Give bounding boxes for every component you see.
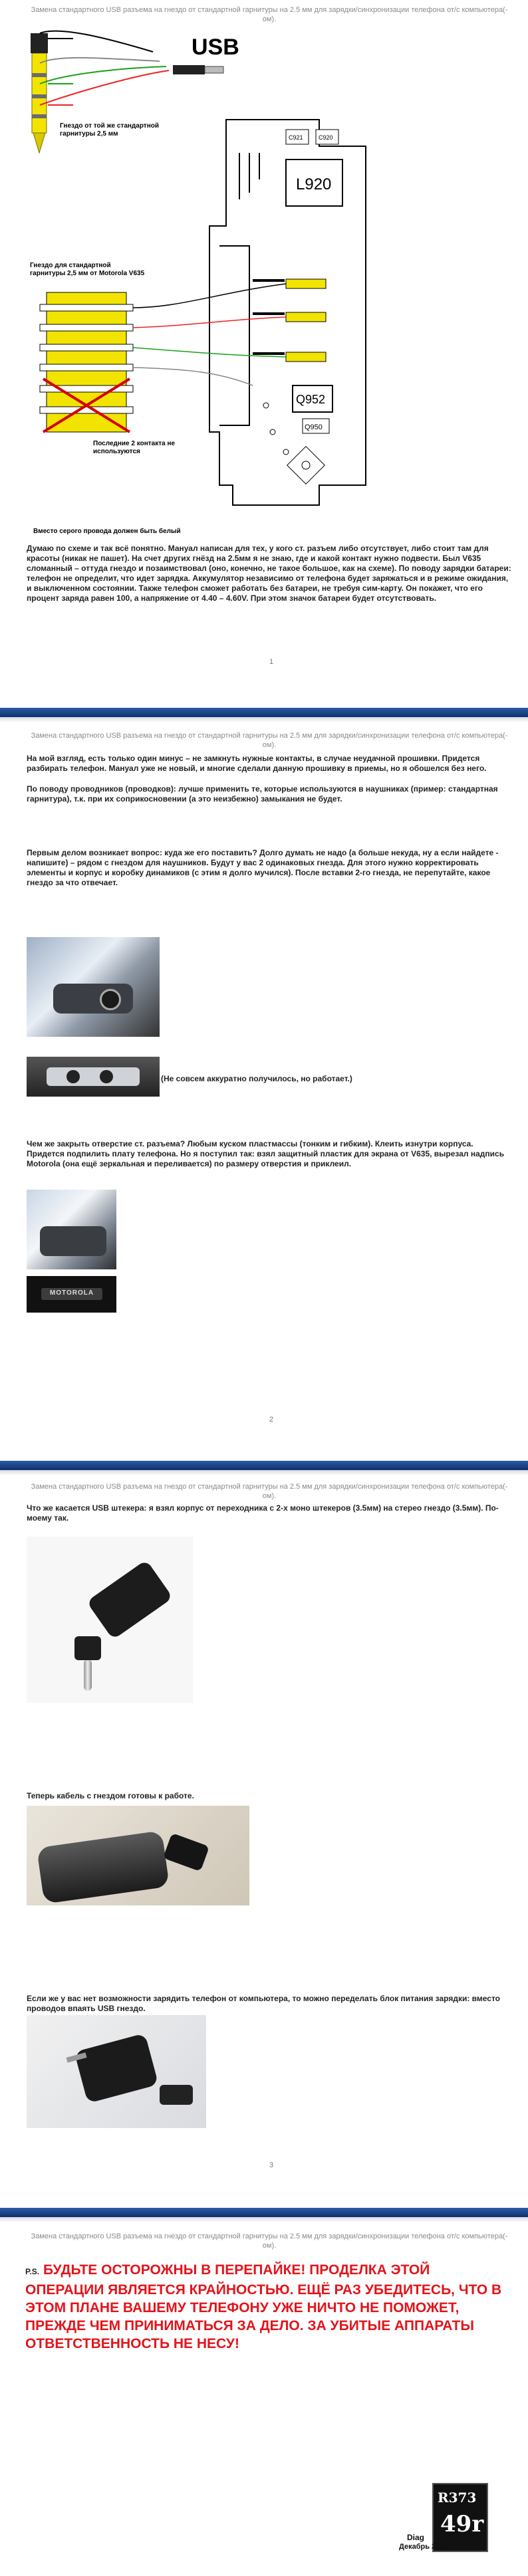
page3-charger-text: Если же у вас нет возможности зарядить телефон от компьютера, то можно переделать блок питания зарядки: вместо проводов впаять USB гнездо. — [27, 1994, 501, 2013]
chip-q952-label: Q952 — [296, 393, 326, 406]
chip-q950-label: Q950 — [305, 423, 323, 431]
jack-plug — [31, 33, 48, 153]
warning-text — [25, 2261, 511, 2353]
phone-with-cable-photo — [27, 1806, 249, 1905]
page-separator — [0, 2208, 528, 2217]
unused-contacts-line1: Последние 2 контакта не — [93, 440, 176, 447]
page-4 — [0, 2224, 528, 2576]
page-number: 1 — [269, 658, 274, 666]
page-header: Замена стандартного USB разъема на гнездо от стандартной гарнитуры на 2.5 мм для зарядки/синхронизации телефона от/с компьютера(-ом). — [31, 2232, 508, 2250]
page-header: Замена стандартного USB разъема на гнездо от стандартной гарнитуры на 2.5 мм для зарядки/синхронизации телефона от/с компьютера(-ом). — [31, 732, 508, 749]
page-separator — [0, 708, 528, 717]
chip-l920-label: L920 — [296, 175, 332, 193]
socket-label-line2: гарнитуры 2,5 мм от Motorola V635 — [30, 270, 145, 277]
photo-caption: (Не совсем аккуратно получилось, но работает.) — [161, 1074, 352, 1083]
motorola-logo: MOTOROLA — [49, 1289, 94, 1297]
page3-usb-plug-text: Что же касается USB штекера: я взял корпус от переходника с 2-х моно штекеров (3.5мм) на стерео гнездо (3.5мм). По-моему так. — [27, 1503, 499, 1523]
phone-back-photo — [27, 1190, 116, 1269]
page-header: Замена стандартного USB разъема на гнездо от стандартной гарнитуры на 2.5 мм для зарядки/синхронизации телефона от/с компьютера(-ом). — [31, 1483, 508, 1500]
chip-c920-label: C920 — [319, 134, 333, 141]
page3-cable-ready-text: Теперь кабель с гнездом готовы к работе. — [27, 1791, 194, 1800]
usb-label: USB — [192, 35, 239, 60]
author-badge: R373 49r — [432, 2483, 488, 2552]
page1-body-text: Думаю по схеме и так всё понятно. Мануал написан для тех, у кого ст. разъем либо отсутствует, либо стоит там для красоты (никак не пашет). На счет других гнёзд на 2.5мм я не знаю, где и какой контакт нужно подвести. Был V635 сломанный – оттуда гнездо и позаимствовал (оно, конечно, не такое большое, как на схеме). По поводу зарядки батареи: телефон не определит, что идет зарядка. Аккумулятор независимо от телефона будет заряжаться и в режиме ожидания, и выключенном состоянии. Также телефон сможет работать без батареи, не требуя сим-карту. Он покажет, что его процент заряда равен 100, а напряжение от 4.40 – 4.60V. При этом значок батареи будет отсутствовать. — [27, 544, 511, 603]
headset-socket — [40, 292, 133, 432]
motorola-logo-photo — [27, 1276, 116, 1313]
page-separator — [0, 1461, 528, 1470]
charger-photo — [27, 2015, 206, 2128]
wiring-diagram — [20, 27, 392, 538]
page-1 — [0, 0, 528, 704]
jack-label-line1: Гнездо от той же стандартной — [60, 122, 159, 130]
ps-label: P.S. — [25, 2267, 40, 2276]
page2-placement-text: Первым делом возникает вопрос: куда же его поставить? Долго думать не надо (а больше некуда, ну а если найдете - напишите) – рядом с гнездом для наушников. Будут у вас 2 одинаковых гнезда. Для этого нужно корректировать элементы и корпус и коробку динамиков (с этим я долго мучился). После вставки 2-го гнезда, не перепутайте, какое гнездо за что отвечает. — [27, 848, 499, 887]
phone-socket-closeup-photo — [27, 1057, 160, 1097]
usb-adapter-photo — [27, 1537, 193, 1703]
page-number: 2 — [269, 1416, 274, 1424]
wire-note: Вместо серого провода должен быть белый — [33, 528, 181, 535]
page-2 — [0, 724, 528, 1455]
socket-label-line1: Гнездо для стандартной — [30, 262, 111, 269]
page2-wires-text: По поводу проводников (проводков): лучше применить те, которые используются в наушниках (пример: стандартная гарнитура), т.к. при их соприкосновении (а это неизбежно) замыкания не будет. — [27, 784, 498, 804]
page-3 — [0, 1477, 528, 2201]
author-date: Декабрь 2006 — [399, 2543, 448, 2551]
page2-intro-text: На мой взгляд, есть только один минус – не замкнуть нужные контакты, в случае неудачной прошивки. Придется разбирать телефон. Мануал уже не новый, и многие сделали данную прошивку в приемы, но я обошелся без него. — [27, 754, 487, 773]
jack-label-line2: гарнитуры 2,5 мм — [60, 130, 118, 138]
page-header: Замена стандартного USB разъема на гнездо от стандартной гарнитуры на 2.5 мм для зарядки/синхронизации телефона от/с компьютера(-ом). — [31, 6, 508, 23]
author-name: Diag — [407, 2533, 425, 2542]
unused-contacts-line2: используются — [93, 448, 140, 455]
chip-c921-label: C921 — [289, 134, 303, 141]
page-number: 3 — [269, 2161, 274, 2169]
warning-message: БУДЬТЕ ОСТОРОЖНЫ В ПЕРЕПАЙКЕ! ПРОДЕЛКА ЭТОЙ ОПЕРАЦИИ ЯВЛЯЕТСЯ КРАЙНОСТЬЮ. ЕЩЁ РАЗ УБЕДИТЕСЬ, ЧТО В ЭТОМ ПЛАНЕ ВАШЕМУ ТЕЛЕФОНУ УЖЕ НИЧТО НЕ ПОМОЖЕТ, ПРЕЖДЕ ЧЕМ ПРИНИМАТЬСЯ ЗА ДЕЛО. ЗА УБИТЫЕ АППАРАТЫ ОТВЕТСТВЕННОСТЬ НЕ НЕСУ! — [25, 2262, 502, 2351]
phone-socket-photo — [27, 937, 160, 1037]
page2-cover-text: Чем же закрыть отверстие ст. разъема? Любым куском пластмассы (тонким и гибким). Клеить изнутри корпуса. Придется подпилить плату телефона. Но я поступил так: взял защитный пластик для экрана от V635, вырезал надпись Motorola (она ещё зеркальная и переливается) по размеру отверстия и приклеил. — [27, 1139, 505, 1168]
